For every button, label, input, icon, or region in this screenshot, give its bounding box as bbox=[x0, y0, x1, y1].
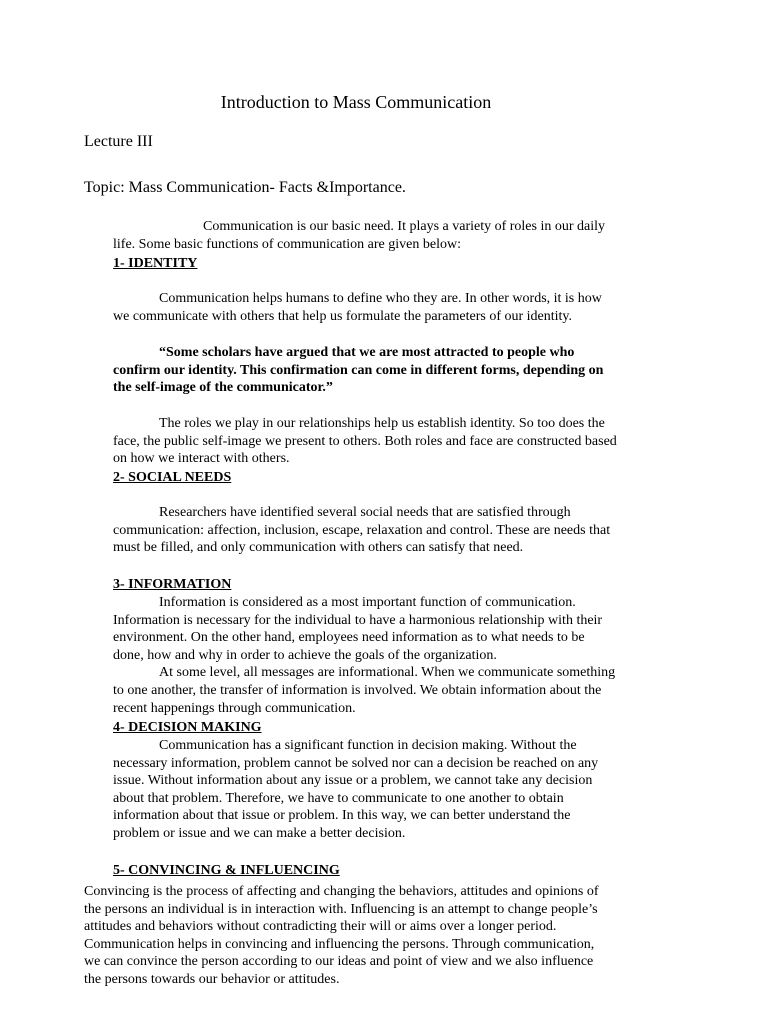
text-line: on how we interact with others. bbox=[113, 451, 290, 467]
text-line: problem or issue and we can make a better decision. bbox=[113, 825, 406, 841]
text-line: necessary information, problem cannot be solved nor can a decision be reached on any bbox=[113, 755, 599, 771]
section-heading-decision-making: 4- DECISION MAKING bbox=[113, 720, 262, 735]
text-line: The roles we play in our relationships help us establish identity. So too does the bbox=[159, 416, 605, 431]
information-paragraph bbox=[113, 594, 615, 717]
text-line: environment. On the other hand, employees need information as to what needs to be bbox=[113, 630, 585, 646]
text-line: Communication helps humans to define who they are. In other words, it is how bbox=[159, 291, 602, 306]
identity-quote bbox=[113, 344, 603, 397]
identity-paragraph-1 bbox=[113, 290, 602, 325]
text-line: life. Some basic functions of communication are given below: bbox=[113, 236, 461, 252]
text-line: we can convince the person according to our ideas and point of view and we also influence bbox=[84, 954, 594, 970]
section-heading-identity: 1- IDENTITY bbox=[113, 256, 198, 271]
text-line: Convincing is the process of affecting and changing the behaviors, attitudes and opinions of bbox=[84, 884, 599, 899]
text-line: “Some scholars have argued that we are most attracted to people who bbox=[159, 345, 575, 360]
document-title: Introduction to Mass Communication bbox=[220, 92, 492, 112]
identity-paragraph-2 bbox=[113, 415, 617, 468]
text-line: Communication helps in convincing and influencing the persons. Through communication, bbox=[84, 936, 595, 952]
text-line: attitudes and behaviors without contradicting their will or aims over a longer period. bbox=[84, 919, 557, 935]
section-heading-information: 3- INFORMATION bbox=[113, 577, 232, 592]
text-line: done, how and why in order to achieve the goals of the organization. bbox=[113, 647, 497, 663]
text-line: Researchers have identified several social needs that are satisfied through bbox=[159, 505, 571, 520]
text-line: face, the public self-image we present to others. Both roles and face are constructed based bbox=[113, 433, 617, 449]
text-line: issue. Without information about any issue or a problem, we cannot take any decision bbox=[113, 773, 593, 789]
section-heading-convincing-influencing: 5- CONVINCING & INFLUENCING bbox=[113, 863, 340, 878]
text-line: Communication has a significant function in decision making. Without the bbox=[159, 738, 577, 753]
text-line: communication: affection, inclusion, escape, relaxation and control. These are needs that bbox=[113, 522, 611, 538]
topic-line: Topic: Mass Communication- Facts &Importance. bbox=[84, 179, 406, 196]
lecture-label: Lecture III bbox=[84, 133, 153, 150]
decision-making-paragraph bbox=[113, 737, 598, 843]
text-line: At some level, all messages are informational. When we communicate something bbox=[159, 665, 616, 681]
text-line: Communication is our basic need. It plays a variety of roles in our daily bbox=[203, 219, 606, 234]
text-line: the self-image of the communicator.” bbox=[113, 380, 333, 396]
text-line: we communicate with others that help us formulate the parameters of our identity. bbox=[113, 308, 573, 324]
text-line: must be filled, and only communication with others can satisfy that need. bbox=[113, 540, 524, 556]
text-line: to one another, the transfer of information is involved. We obtain information about the bbox=[113, 682, 602, 698]
intro-paragraph bbox=[113, 218, 605, 253]
text-line: the persons towards our behavior or attitudes. bbox=[84, 971, 340, 987]
convincing-paragraph bbox=[84, 883, 599, 989]
text-line: Information is considered as a most important function of communication. bbox=[159, 595, 576, 610]
text-line: the persons an individual is in interaction with. Influencing is an attempt to change people’s bbox=[84, 901, 598, 917]
text-line: confirm our identity. This confirmation can come in different forms, depending on bbox=[113, 362, 604, 378]
text-line: information about that issue or problem. In this way, we can better understand the bbox=[113, 808, 571, 824]
text-line: recent happenings through communication. bbox=[113, 700, 356, 716]
text-line: about that problem. Therefore, we have to communicate to one another to obtain bbox=[113, 790, 564, 806]
section-heading-social-needs: 2- SOCIAL NEEDS bbox=[113, 470, 232, 485]
text-line: Information is necessary for the individual to have a harmonious relationship with their bbox=[113, 612, 603, 628]
social-needs-paragraph bbox=[113, 504, 610, 557]
